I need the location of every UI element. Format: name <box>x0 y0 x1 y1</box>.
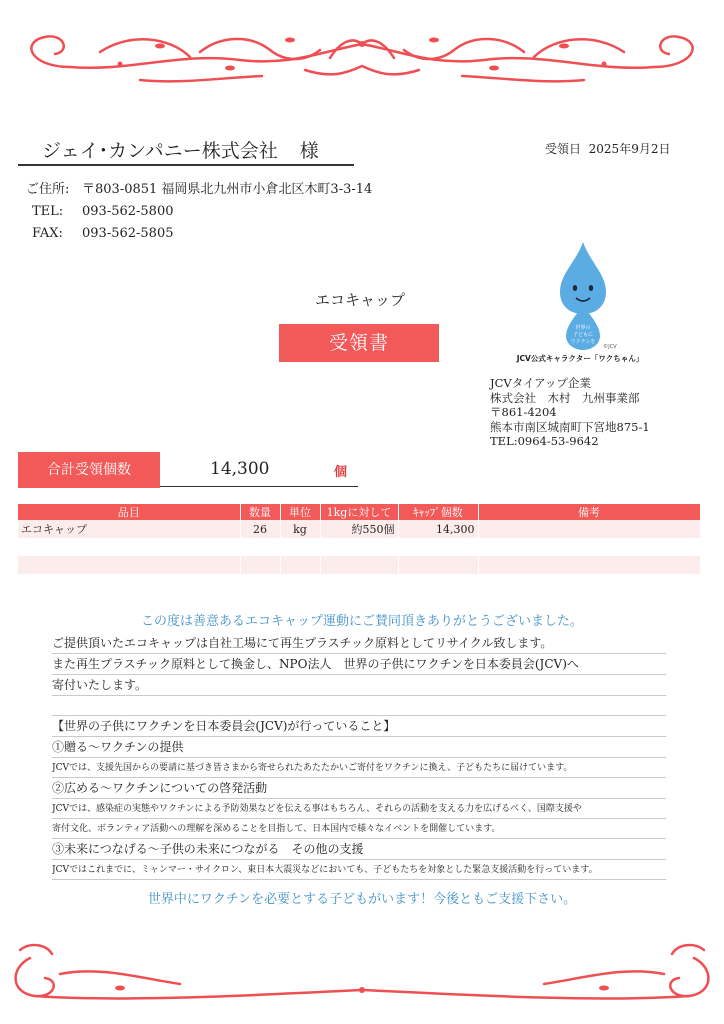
recipient-honorific: 様 <box>299 140 319 162</box>
issuer-line: TEL:0964-53-9642 <box>490 434 599 448</box>
cell-remarks <box>478 520 700 538</box>
body-line: ご提供頂いたエコキャップは自社工場にて再生プラスチック原料としてリサイクル致します。 <box>52 633 666 654</box>
header-unit: 単位 <box>280 504 320 520</box>
table-header-row <box>18 504 700 520</box>
cell-item: エコキャップ <box>18 520 240 538</box>
bottom-ornament <box>0 938 724 1010</box>
cell-unit: kg <box>280 520 320 538</box>
subject: エコキャップ <box>314 291 405 309</box>
body-line: 寄付いたします。 <box>52 675 666 696</box>
issuer-line: JCVタイアップ企業 <box>490 376 591 390</box>
receipt-date-label: 受領日 <box>545 142 582 156</box>
cell-item <box>18 538 240 556</box>
cell-quantity <box>240 556 280 574</box>
cell-per-kg <box>320 538 398 556</box>
issuer-block <box>490 376 650 449</box>
tel-label: TEL: <box>32 204 64 219</box>
cell-item <box>18 556 240 574</box>
body-line: ①贈る～ワクチンの提供 <box>52 737 666 758</box>
body-line: JCVではこれまでに、ミャンマー・サイクロン、東日本大震災などにおいても、子どもたちを対象とした緊急支援活動を行っています。 <box>52 860 666 880</box>
body-line <box>52 696 666 716</box>
address-row <box>26 179 372 201</box>
total-value: 14,300 <box>210 459 270 479</box>
mascot-copyright: ©JCV <box>603 344 617 350</box>
document-title: 受領書 <box>279 324 439 362</box>
body-line: ②広める～ワクチンについての啓発活動 <box>52 778 666 799</box>
cell-cap-count: 14,300 <box>398 520 478 538</box>
table-row <box>18 520 700 538</box>
mascot-caption: JCV公式キャラクター「ワクちゃん」 <box>516 354 644 363</box>
header-quantity: 数量 <box>240 504 280 520</box>
issuer-line: 〒861-4204 <box>490 405 557 419</box>
body-line: また再生プラスチック原料として換金し、NPO法人 世界の子供にワクチンを日本委員会(JCV)へ <box>52 654 666 675</box>
issuer-line: 株式会社 木村 九州事業部 <box>490 390 640 405</box>
body-line: 【世界の子供にワクチンを日本委員会(JCV)が行っていること】 <box>52 716 666 737</box>
table-row <box>18 538 700 556</box>
cell-unit <box>280 538 320 556</box>
total-underline <box>160 486 358 487</box>
recipient-name-line <box>18 136 354 166</box>
cell-quantity: 26 <box>240 520 280 538</box>
mascot-drop-text-2: 子どもに <box>572 332 594 338</box>
body-line: JCVでは、感染症の実態やワクチンによる予防効果などを伝える事はもちろん、それらの活動を支える力を広げるべく、国際支援や <box>52 799 666 819</box>
issuer-line: 熊本市南区城南町下宮地875-1 <box>490 419 650 434</box>
cell-remarks <box>478 538 700 556</box>
receipt-date-value: 2025年9月2日 <box>588 142 671 156</box>
header-remarks: 備考 <box>478 504 700 520</box>
cell-remarks <box>478 556 700 574</box>
body-line: ③未来につなげる～子供の未来につながる その他の支援 <box>52 839 666 860</box>
total-label: 合計受領個数 <box>18 452 160 488</box>
thanks-message: この度は善意あるエコキャップ運動にご賛同頂きありがとうございました。 <box>140 614 583 629</box>
address-value: 〒803-0851 福岡県北九州市小倉北区木町3-3-14 <box>82 182 373 197</box>
mascot-drop-text-3: ワクチンを <box>570 339 596 345</box>
cell-unit <box>280 556 320 574</box>
mascot-drop-text-1: 世界の <box>575 325 591 331</box>
fax-row <box>26 223 372 245</box>
tel-row <box>26 201 372 223</box>
total-unit: 個 <box>334 465 348 480</box>
cell-cap-count <box>398 538 478 556</box>
header-per-kg: 1kgに対して <box>320 504 398 520</box>
receipt-date <box>545 140 670 157</box>
header-item: 品目 <box>18 504 240 520</box>
body-line: JCVでは、支援先国からの要請に基づき皆さまから寄せられたあたたかいご寄付をワクチンに換え、子どもたちに届けています。 <box>52 758 666 778</box>
top-ornament <box>0 22 724 92</box>
fax-label: FAX: <box>32 226 63 241</box>
tel-value: 093-562-5800 <box>82 204 174 219</box>
fax-value: 093-562-5805 <box>82 226 174 241</box>
table-row <box>18 556 700 574</box>
closing-message: 世界中にワクチンを必要とする子どもがいます！今後ともご支援下さい。 <box>147 892 577 907</box>
mascot-drop-icon <box>548 240 618 352</box>
body-text <box>52 633 666 880</box>
address-label: ご住所: <box>26 182 70 197</box>
body-line: 寄付文化、ボランティア活動への理解を深めることを目指して、日本国内で様々なイベントを開催しています。 <box>52 819 666 839</box>
cell-cap-count <box>398 556 478 574</box>
cell-per-kg: 約550個 <box>320 520 398 538</box>
cell-per-kg <box>320 556 398 574</box>
items-table <box>18 504 701 574</box>
header-cap-count: ｷｬｯﾌﾟ個数 <box>398 504 478 520</box>
recipient-info <box>26 179 372 245</box>
cell-quantity <box>240 538 280 556</box>
recipient-name: ジェイ･カンパニー株式会社 <box>42 140 278 162</box>
